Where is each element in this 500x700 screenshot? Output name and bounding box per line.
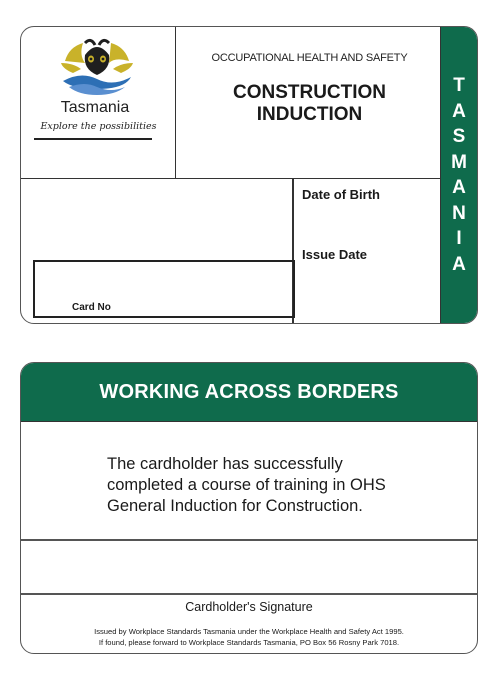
side-letter: S [452, 126, 466, 147]
side-letter: A [452, 177, 466, 198]
card-back [20, 362, 478, 654]
side-letter: A [452, 100, 466, 122]
issue-date-label: Issue Date [302, 247, 368, 262]
side-letter: T [453, 75, 465, 96]
logo-name: Tasmania [60, 99, 130, 116]
card-number-box [33, 260, 295, 318]
issued-line: If found, please forward to Workplace Standards Tasmania, PO Box 56 Rosny Park 7018. [98, 637, 400, 647]
logo-underline [34, 138, 152, 140]
card-front [20, 26, 478, 324]
back-header [21, 363, 477, 422]
logo-tagline: Explore the possibilities [40, 121, 157, 132]
card-title-line1: CONSTRUCTION [232, 82, 387, 103]
statement-line: The cardholder has successfully [107, 455, 343, 473]
card-title [176, 82, 443, 126]
side-letter: A [452, 253, 466, 275]
title-panel [176, 27, 443, 179]
signature-line [21, 593, 477, 595]
issued-line: Issued by Workplace Standards Tasmania under the Workplace Health and Safety Act 1995. [94, 627, 404, 636]
header-ohs: OCCUPATIONAL HEALTH AND SAFETY [211, 52, 408, 64]
side-letter: M [451, 151, 467, 173]
side-stripe [440, 27, 477, 323]
tasmania-logo-icon [55, 33, 139, 97]
statement-line: completed a course of training in OHS [107, 476, 386, 494]
back-header-title: WORKING ACROSS BORDERS [99, 380, 399, 403]
issued-by-text [21, 627, 477, 648]
side-letter: I [456, 228, 462, 249]
logo-panel [21, 27, 176, 179]
signature-label: Cardholder's Signature [185, 600, 313, 614]
date-of-birth-label: Date of Birth [302, 187, 380, 202]
card-number-label: Card No [72, 302, 111, 313]
training-statement [107, 454, 447, 517]
card-title-line2: INDUCTION [256, 104, 363, 125]
side-letter: N [452, 202, 466, 224]
statement-line: General Induction for Construction. [107, 497, 363, 515]
divider-line [21, 539, 477, 541]
